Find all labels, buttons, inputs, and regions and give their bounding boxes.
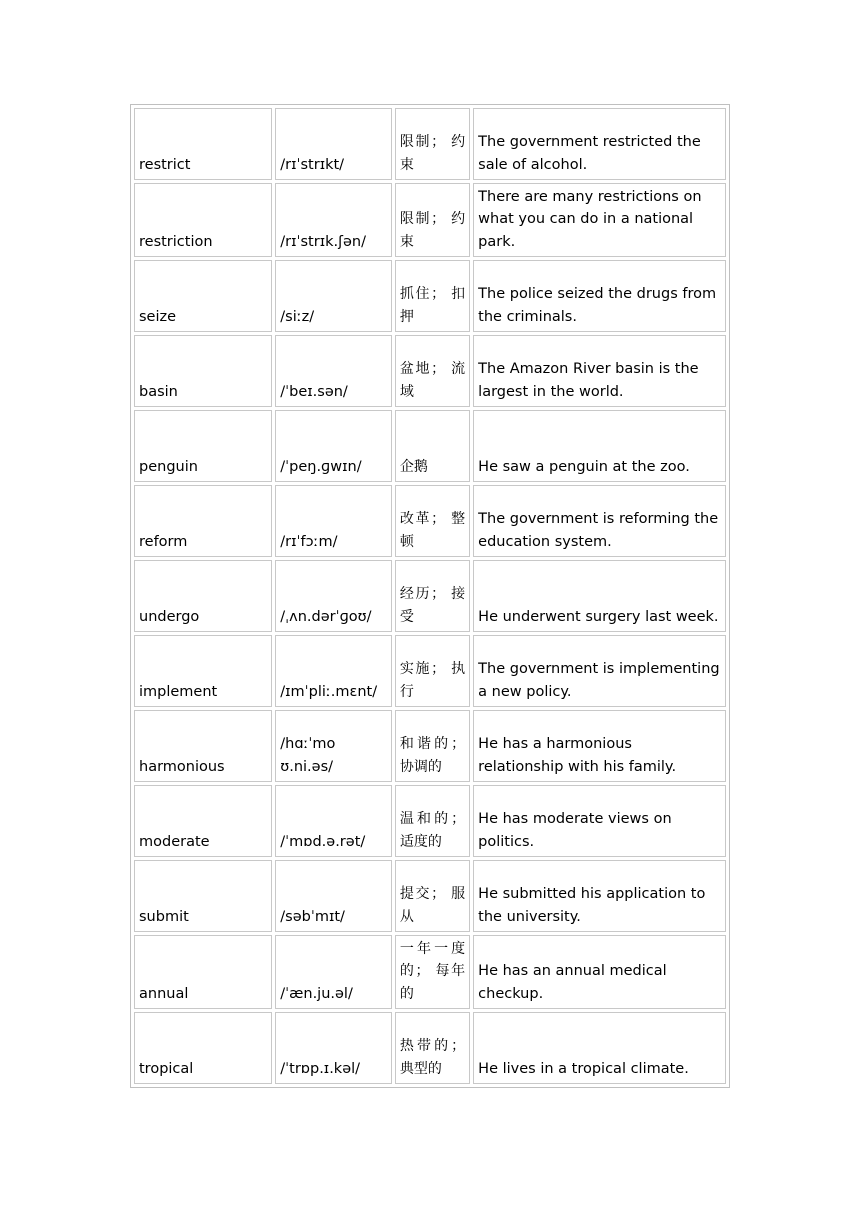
example-cell: The government is reforming the education system. <box>473 485 726 557</box>
table-row <box>134 710 726 782</box>
word-cell: tropical <box>134 1012 272 1084</box>
example-cell: He saw a penguin at the zoo. <box>473 410 726 482</box>
meaning-cell: 经历； 接受 <box>395 560 470 632</box>
table-row <box>134 260 726 332</box>
table-row <box>134 1012 726 1084</box>
table-row <box>134 183 726 257</box>
meaning-cell: 盆地； 流域 <box>395 335 470 407</box>
meaning-cell: 一年一度的； 每年的 <box>395 935 470 1009</box>
vocabulary-table <box>130 104 730 1088</box>
meaning-cell: 限制； 约束 <box>395 183 470 257</box>
word-cell: moderate <box>134 785 272 857</box>
pronunciation-cell: /ˈæn.ju.əl/ <box>275 935 392 1009</box>
word-cell: restriction <box>134 183 272 257</box>
example-cell: He underwent surgery last week. <box>473 560 726 632</box>
example-cell: The police seized the drugs from the criminals. <box>473 260 726 332</box>
example-cell: He submitted his application to the university. <box>473 860 726 932</box>
meaning-cell: 限制； 约束 <box>395 108 470 180</box>
meaning-cell: 温和的；适度的 <box>395 785 470 857</box>
word-cell: implement <box>134 635 272 707</box>
word-cell: undergo <box>134 560 272 632</box>
table-row <box>134 485 726 557</box>
word-cell: harmonious <box>134 710 272 782</box>
pronunciation-cell: /siːz/ <box>275 260 392 332</box>
example-cell: He has an annual medical checkup. <box>473 935 726 1009</box>
table-row <box>134 860 726 932</box>
table-row <box>134 335 726 407</box>
meaning-cell: 和谐的；协调的 <box>395 710 470 782</box>
word-cell: seize <box>134 260 272 332</box>
pronunciation-cell: /rɪˈstrɪkt/ <box>275 108 392 180</box>
example-cell: He has a harmonious relationship with his family. <box>473 710 726 782</box>
pronunciation-cell: /səbˈmɪt/ <box>275 860 392 932</box>
table-row <box>134 108 726 180</box>
word-cell: penguin <box>134 410 272 482</box>
meaning-cell: 提交； 服从 <box>395 860 470 932</box>
example-cell: The government is implementing a new policy. <box>473 635 726 707</box>
word-cell: basin <box>134 335 272 407</box>
example-cell: The Amazon River basin is the largest in the world. <box>473 335 726 407</box>
word-cell: restrict <box>134 108 272 180</box>
example-cell: The government restricted the sale of alcohol. <box>473 108 726 180</box>
table-row <box>134 560 726 632</box>
example-cell: He lives in a tropical climate. <box>473 1012 726 1084</box>
meaning-cell: 企鹅 <box>395 410 470 482</box>
table-row <box>134 635 726 707</box>
pronunciation-cell: /ˈpeŋ.ɡwɪn/ <box>275 410 392 482</box>
meaning-cell: 抓住； 扣押 <box>395 260 470 332</box>
pronunciation-cell: /rɪˈfɔːm/ <box>275 485 392 557</box>
meaning-cell: 热带的；典型的 <box>395 1012 470 1084</box>
pronunciation-cell: /rɪˈstrɪk.ʃən/ <box>275 183 392 257</box>
word-cell: annual <box>134 935 272 1009</box>
pronunciation-cell: /hɑːˈmo ʊ.ni.əs/ <box>275 710 392 782</box>
word-cell: reform <box>134 485 272 557</box>
meaning-cell: 改革； 整顿 <box>395 485 470 557</box>
pronunciation-cell: /ˈtrɒp.ɪ.kəl/ <box>275 1012 392 1084</box>
example-cell: He has moderate views on politics. <box>473 785 726 857</box>
pronunciation-cell: /ˈmɒd.ə.rət/ <box>275 785 392 857</box>
example-cell: There are many restrictions on what you can do in a national park. <box>473 183 726 257</box>
table-row <box>134 935 726 1009</box>
pronunciation-cell: /ɪmˈpliː.mɛnt/ <box>275 635 392 707</box>
meaning-cell: 实施； 执行 <box>395 635 470 707</box>
pronunciation-cell: /ˌʌn.dərˈɡoʊ/ <box>275 560 392 632</box>
table-row <box>134 785 726 857</box>
table-row <box>134 410 726 482</box>
pronunciation-cell: /ˈbeɪ.sən/ <box>275 335 392 407</box>
word-cell: submit <box>134 860 272 932</box>
